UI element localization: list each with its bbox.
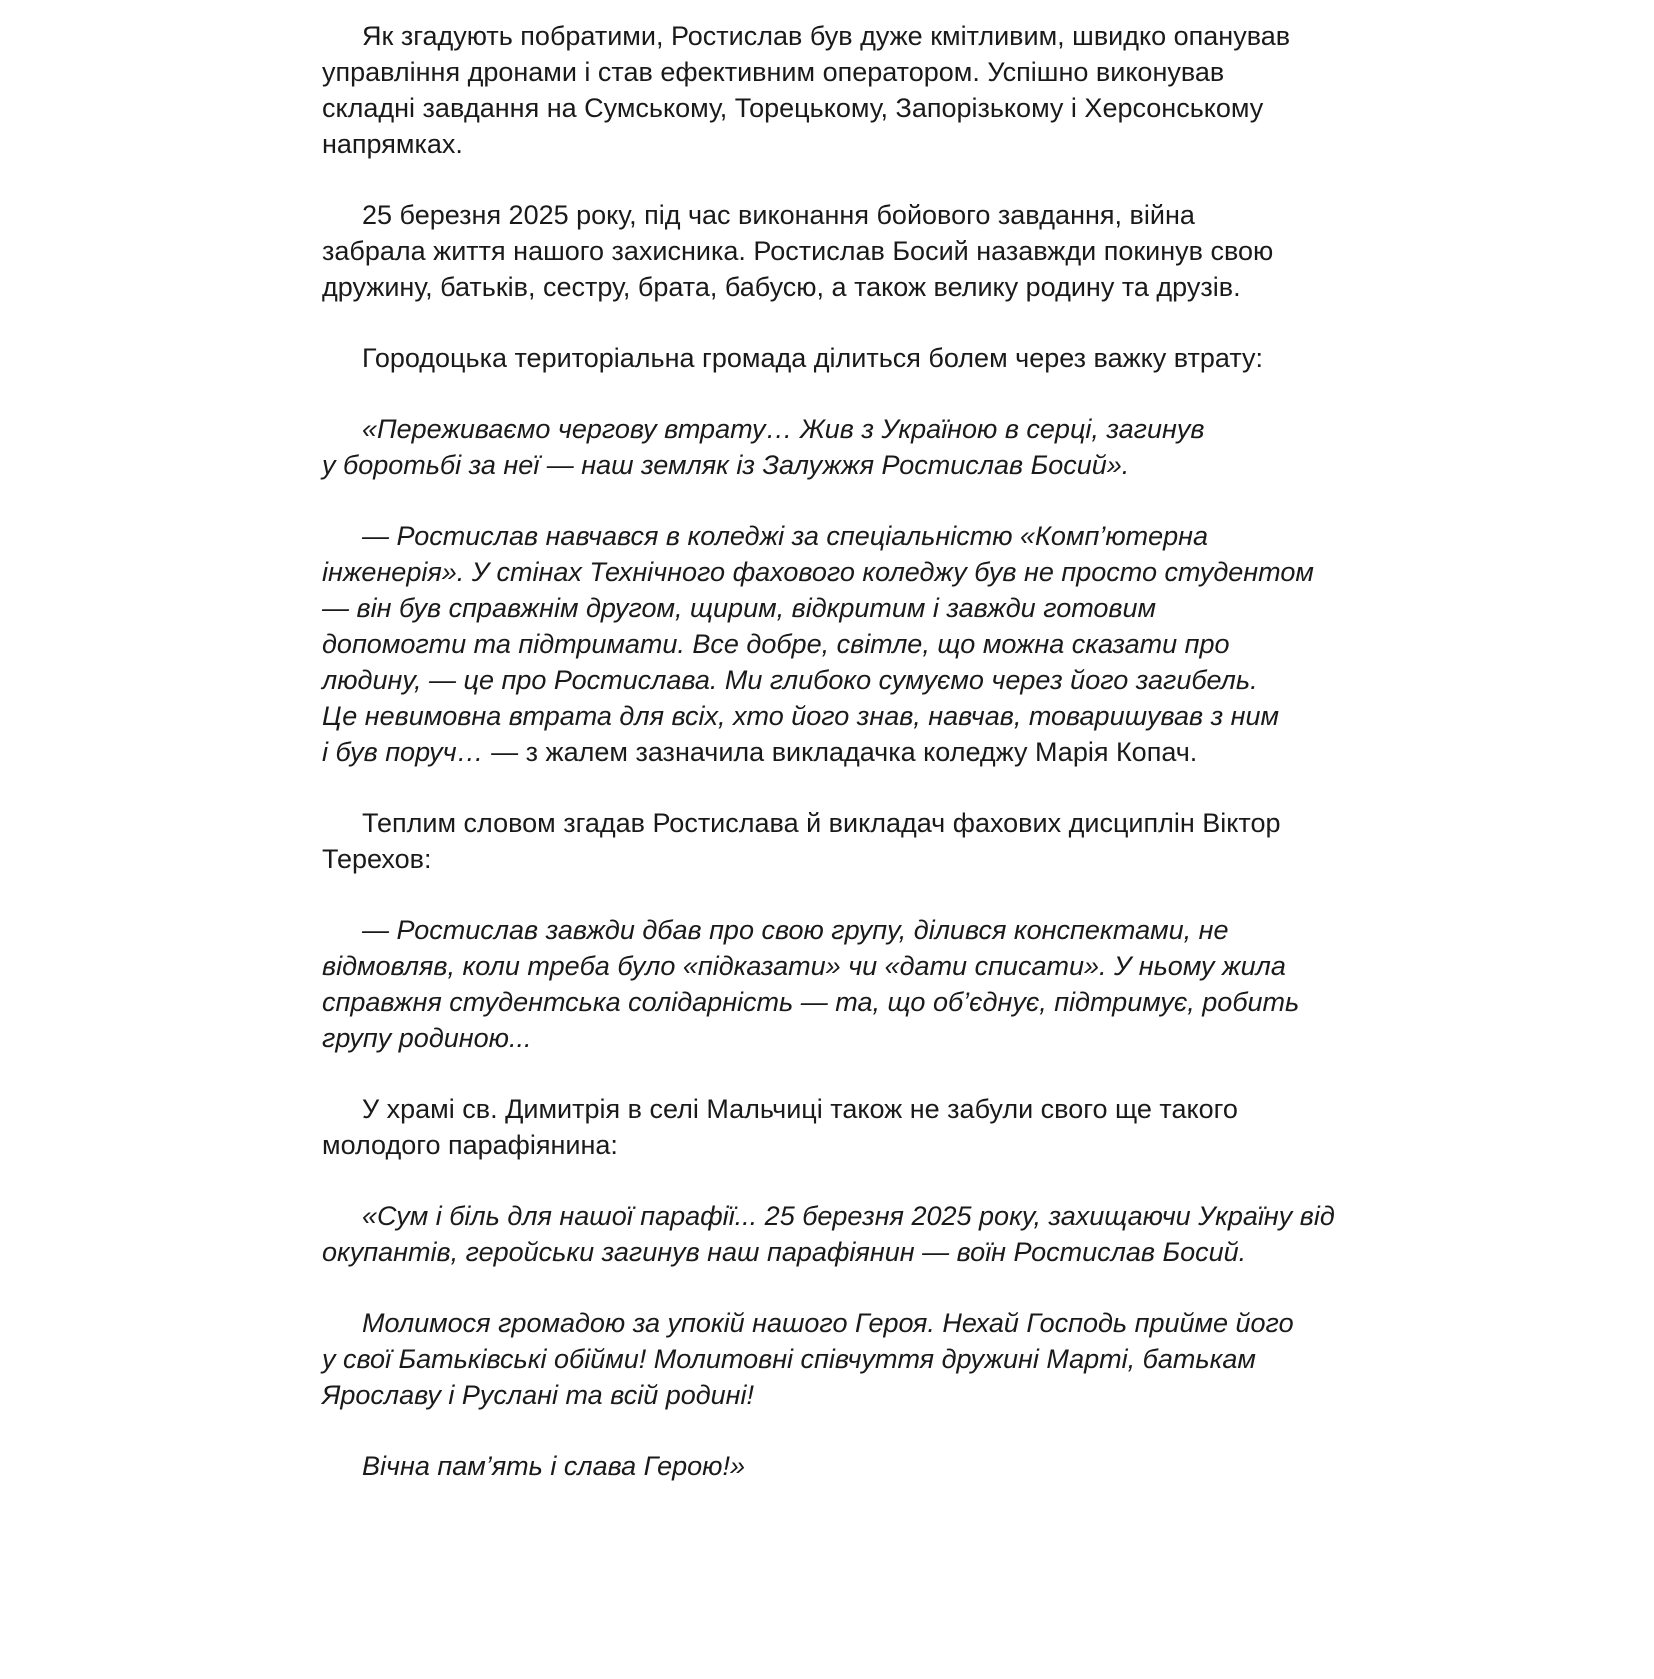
quote-church-1 (322, 1198, 1342, 1270)
text-line: — Ростислав навчався в коледжі за спеціальністю «Комп’ютерна (362, 521, 1209, 551)
text-line: Теплим словом згадав Ростислава й викладач фахових дисциплін Віктор (362, 808, 1281, 838)
text-line: у боротьбі за неї — наш земляк із Залужжя Ростислав Босий». (322, 450, 1130, 480)
text-line: Молимося громадою за упокій нашого Героя. Нехай Господь прийме його (362, 1308, 1294, 1338)
text-line: — він був справжнім другом, щирим, відкритим і завжди готовим (322, 593, 1157, 623)
text-line: Ярославу і Руслані та всій родині! (322, 1380, 755, 1410)
paragraph-community-intro (322, 340, 1342, 376)
text-line: складні завдання на Сумському, Торецькому, Запорізькому і Херсонському (322, 93, 1264, 123)
text-line: Городоцька територіальна громада ділиться болем через важку втрату: (362, 343, 1263, 373)
text-line: напрямках. (322, 129, 463, 159)
text-line: «Сум і біль для нашої парафії... 25 березня 2025 року, захищаючи Україну від (362, 1201, 1335, 1231)
quote-ending: і був поруч… (322, 737, 484, 767)
article-body (322, 18, 1342, 1519)
text-line: відмовляв, коли треба було «підказати» чи «дати списати». У ньому жила (322, 951, 1286, 981)
text-line: забрала життя нашого захисника. Ростислав Босий назавжди покинув свою (322, 236, 1274, 266)
quote-church-2 (322, 1305, 1342, 1413)
quote-community (322, 411, 1342, 483)
text-line: групу родиною... (322, 1023, 532, 1053)
paragraph-drone-operator (322, 18, 1342, 162)
text-line: Це невимовна втрата для всіх, хто його знав, навчав, товаришував з ним (322, 701, 1280, 731)
text-line: інженерія». У стінах Технічного фахового коледжу був не просто студентом (322, 557, 1314, 587)
text-line: — Ростислав завжди дбав про свою групу, ділився конспектами, не (362, 915, 1229, 945)
text-line: окупантів, геройськи загинув наш парафіянин — воїн Ростислав Босий. (322, 1237, 1247, 1267)
text-line: справжня студентська солідарність — та, що об’єднує, підтримує, робить (322, 987, 1300, 1017)
text-line: Вічна пам’ять і слава Герою!» (362, 1451, 745, 1481)
text-line: допомогти та підтримати. Все добре, світле, що можна сказати про (322, 629, 1230, 659)
text-line: управління дронами і став ефективним оператором. Успішно виконував (322, 57, 1225, 87)
text-line: У храмі св. Димитрія в селі Мальчиці також не забули свого ще такого (362, 1094, 1238, 1124)
text-line: «Переживаємо чергову втрату… Жив з Україною в серці, загинув (362, 414, 1205, 444)
paragraph-church-intro (322, 1091, 1342, 1163)
text-line: Як згадують побратими, Ростислав був дуже кмітливим, швидко опанував (362, 21, 1291, 51)
text-line: у свої Батьківські обійми! Молитовні співчуття дружині Марті, батькам (322, 1344, 1256, 1374)
attribution: — з жалем зазначила викладачка коледжу Марія Копач. (483, 737, 1198, 767)
quote-teacher-kopach (322, 518, 1342, 770)
quote-teacher-terekhov (322, 912, 1342, 1056)
quote-church-3 (322, 1448, 1342, 1484)
paragraph-teacher-terekhov-intro (322, 805, 1342, 877)
text-line: людину, — це про Ростислава. Ми глибоко сумуємо через його загибель. (322, 665, 1258, 695)
paragraph-death-date (322, 197, 1342, 305)
text-line: 25 березня 2025 року, під час виконання бойового завдання, війна (362, 200, 1195, 230)
text-line (282, 734, 1342, 770)
text-line: молодого парафіянина: (322, 1130, 618, 1160)
text-line: Терехов: (322, 844, 432, 874)
text-line: дружину, батьків, сестру, брата, бабусю, а також велику родину та друзів. (322, 272, 1241, 302)
